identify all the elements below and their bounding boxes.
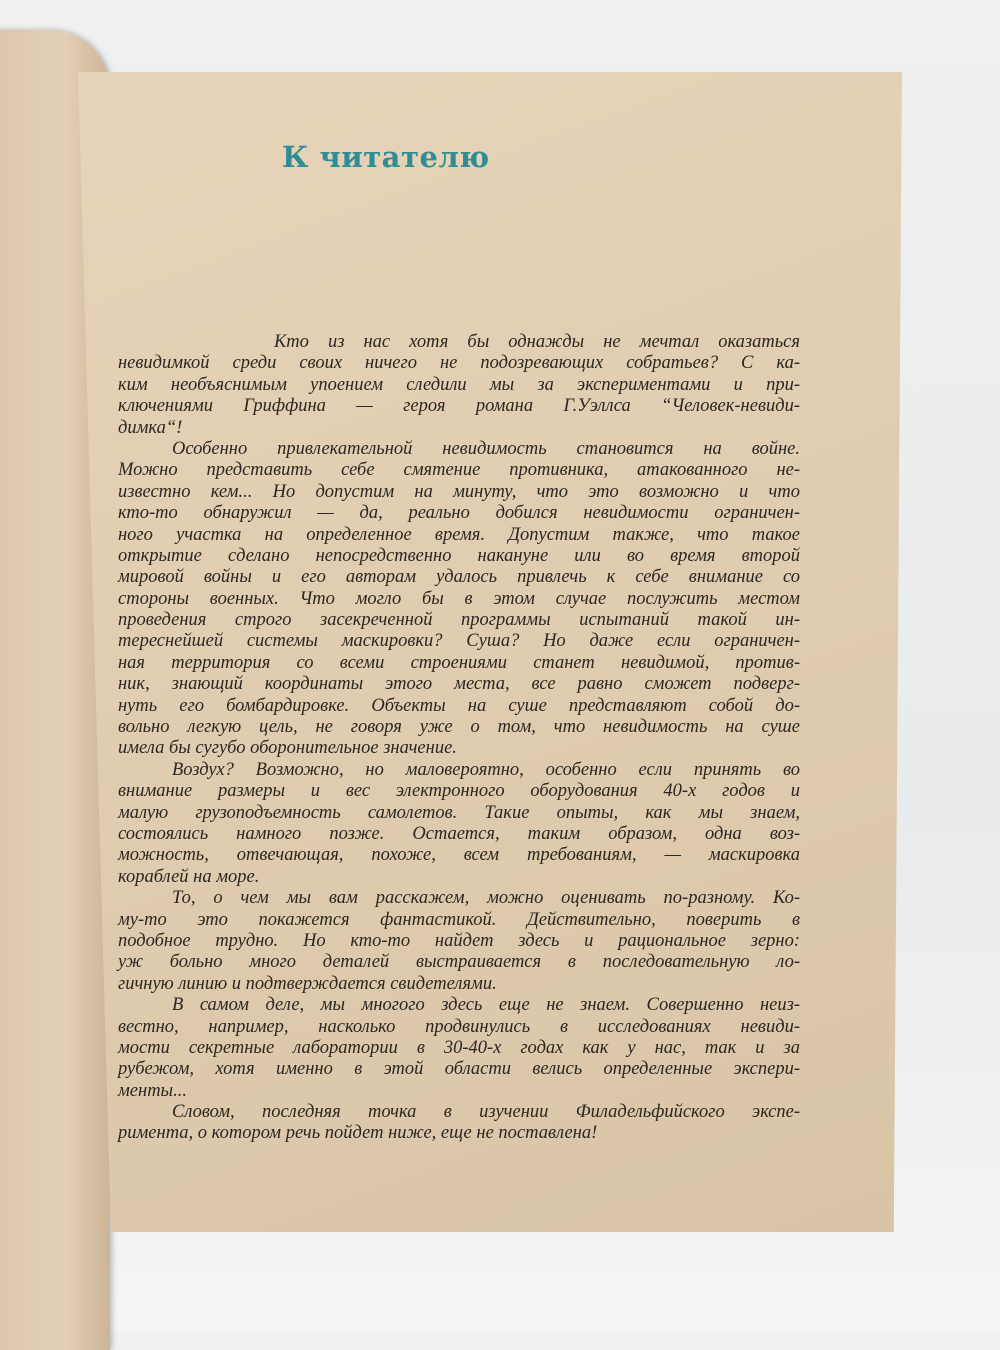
text-line: му-то это покажется фантастикой. Действительно, поверить в <box>118 909 800 930</box>
text-line: внимание размеры и вес электронного оборудования 40-х годов и <box>118 781 800 802</box>
text-line: открытие сделано непосредственно накануне или во время второй <box>118 545 800 566</box>
page-title: К читателю <box>282 140 490 174</box>
text-line: В самом деле, мы многого здесь еще не знаем. Совершенно неиз- <box>172 995 800 1016</box>
text-line: ким необъяснимым упоением следили мы за экспериментами и при- <box>118 374 800 395</box>
text-line: состоялись намного позже. Остается, таким образом, одна воз- <box>118 823 800 844</box>
text-line: римента, о котором речь пойдет ниже, еще не поставлена! <box>118 1123 598 1144</box>
text-line: невидимкой среди своих ничего не подозревающих собратьев? С ка- <box>118 353 800 374</box>
text-line: То, о чем мы вам расскажем, можно оценивать по-разному. Ко- <box>172 888 800 909</box>
text-line: ная территория со всеми строениями станет невидимой, против- <box>118 652 800 673</box>
text-line: кораблей на море. <box>118 866 260 887</box>
text-line: уж больно много деталей выстраивается в последовательную ло- <box>118 952 800 973</box>
text-line: подобное трудно. Но кто-то найдет здесь и рациональное зерно: <box>118 930 800 951</box>
text-line: Словом, последняя точка в изучении Филадельфийского экспе- <box>172 1102 800 1123</box>
text-line: гичную линию и подтверждается свидетелями. <box>118 973 497 994</box>
text-line: тереснейшей системы маскировки? Суша? Но даже если ограничен- <box>118 631 800 652</box>
text-line: вольно легкую цель, не говоря уже о том, что невидимость на суше <box>118 717 800 738</box>
text-line: имела бы сугубо оборонительное значение. <box>118 738 457 759</box>
text-line: кто-то обнаружил — да, реально добился невидимости ограничен- <box>118 503 800 524</box>
body-text <box>118 332 800 1145</box>
text-line: менты... <box>118 1080 187 1101</box>
text-line: Можно представить себе смятение противника, атакованного не- <box>118 460 800 481</box>
text-line: малую грузоподъемность самолетов. Такие опыты, как мы знаем, <box>118 802 800 823</box>
text-line: мировой войны и его авторам удалось привлечь к себе внимание со <box>118 567 800 588</box>
text-line: Воздух? Возможно, но маловероятно, особенно если принять во <box>172 759 800 780</box>
text-line: можность, отвечающая, похоже, всем требованиям, — маскировка <box>118 845 800 866</box>
text-line: ключениями Гриффина — героя романа Г.Уэллса “Человек-невиди- <box>118 396 800 417</box>
text-line: ного участка на определенное время. Допустим также, что такое <box>118 524 800 545</box>
text-line: нуть его бомбардировке. Объекты на суше представляют собой до- <box>118 695 800 716</box>
text-line: димка“! <box>118 417 183 438</box>
text-line: мости секретные лаборатории в 30-40-х годах как у нас, так и за <box>118 1037 800 1058</box>
text-line: проведения строго засекреченной программы испытаний такой ин- <box>118 610 800 631</box>
text-line: Особенно привлекательной невидимость становится на войне. <box>172 438 800 459</box>
text-line: рубежом, хотя именно в этой области велись определенные экспери- <box>118 1059 800 1080</box>
text-line: Кто из нас хотя бы однажды не мечтал оказаться <box>274 332 800 352</box>
text-line: ник, знающий координаты этого места, все равно сможет подверг- <box>118 674 800 695</box>
text-line: известно кем... Но допустим на минуту, что это возможно и что <box>118 481 800 502</box>
text-line: стороны военных. Что могло бы в этом случае послужить местом <box>118 588 800 609</box>
text-line: вестно, например, насколько продвинулись в исследованиях невиди- <box>118 1016 800 1037</box>
